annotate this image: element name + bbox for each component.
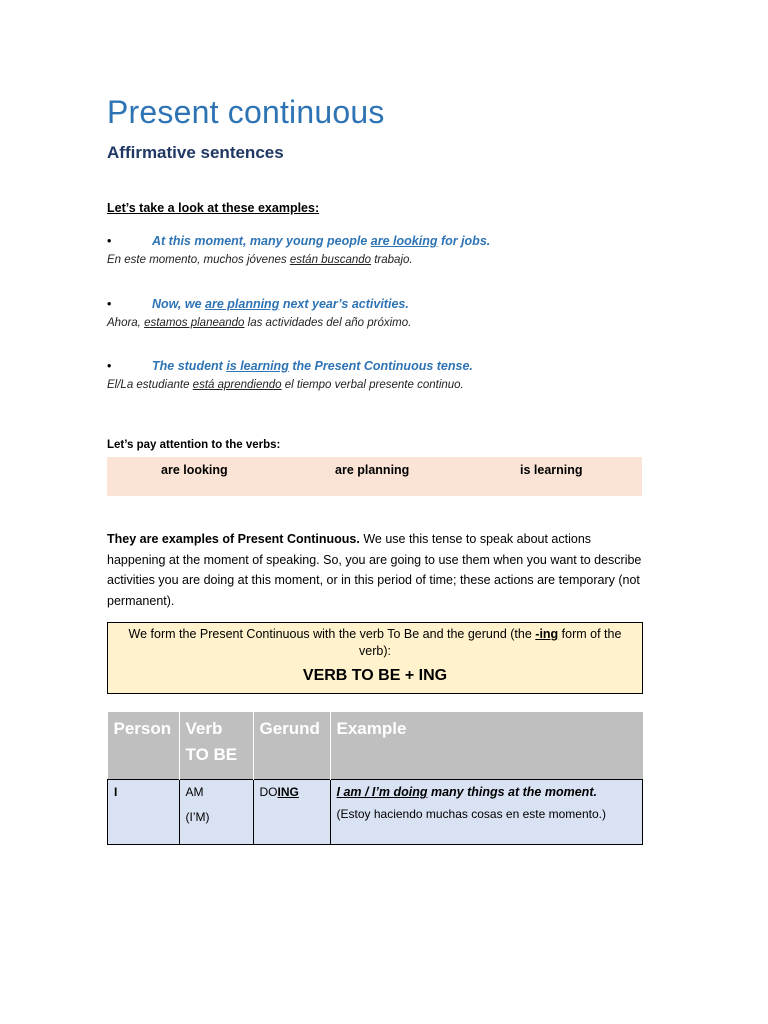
- bullet-icon: •: [107, 297, 112, 311]
- cell-gerund: DOING: [253, 780, 330, 845]
- example-3: [107, 359, 667, 391]
- example-spanish: Ahora, estamos planeando las actividades del año próximo.: [107, 317, 412, 329]
- example-2: [107, 297, 667, 329]
- verbs-heading: Let’s pay attention to the verbs:: [107, 439, 281, 451]
- cell-verb: AM (I’M): [179, 780, 253, 845]
- formation-box: [107, 622, 643, 694]
- verb-item: are planning: [335, 463, 410, 477]
- verbs-highlight-bar: [107, 457, 642, 496]
- cell-example: I am / I’m doing many things at the moment. (Estoy haciendo muchas cosas en este momento.): [330, 780, 643, 845]
- example-spanish: El/La estudiante está aprendiendo el tiempo verbal presente continuo.: [107, 379, 464, 391]
- explanation-paragraph: They are examples of Present Continuous. We use this tense to speak about actions happening at the moment of speaking. So, you are going to use them when you want to describe activities you are doing at this moment, or in this period of time; these actions are temporary (not permanent).: [107, 532, 642, 608]
- verb-item: are looking: [161, 463, 228, 477]
- verb-item: is learning: [520, 463, 583, 477]
- example-english: At this moment, many young people are looking for jobs.: [152, 234, 491, 248]
- bullet-icon: •: [107, 359, 112, 373]
- conjugation-table: [107, 712, 643, 845]
- header-gerund: Gerund: [253, 712, 330, 780]
- cell-person: I: [108, 780, 180, 845]
- header-example: Example: [330, 712, 643, 780]
- header-verb: Verb TO BE: [179, 712, 253, 780]
- header-person: Person: [108, 712, 180, 780]
- page-title: Present continuous: [107, 94, 385, 130]
- example-1: [107, 234, 667, 266]
- section-subtitle: Affirmative sentences: [107, 143, 284, 162]
- table-row: [108, 780, 643, 845]
- example-english: The student is learning the Present Continuous tense.: [152, 359, 473, 373]
- bullet-icon: •: [107, 234, 112, 248]
- example-english: Now, we are planning next year’s activities.: [152, 297, 409, 311]
- formula: VERB TO BE + ING: [302, 667, 448, 684]
- intro-heading: Let’s take a look at these examples:: [107, 201, 320, 215]
- example-spanish: En este momento, muchos jóvenes están buscando trabajo.: [107, 254, 413, 266]
- formation-text: We form the Present Continuous with the verb To Be and the gerund (the -ing form of the verb):: [128, 627, 622, 658]
